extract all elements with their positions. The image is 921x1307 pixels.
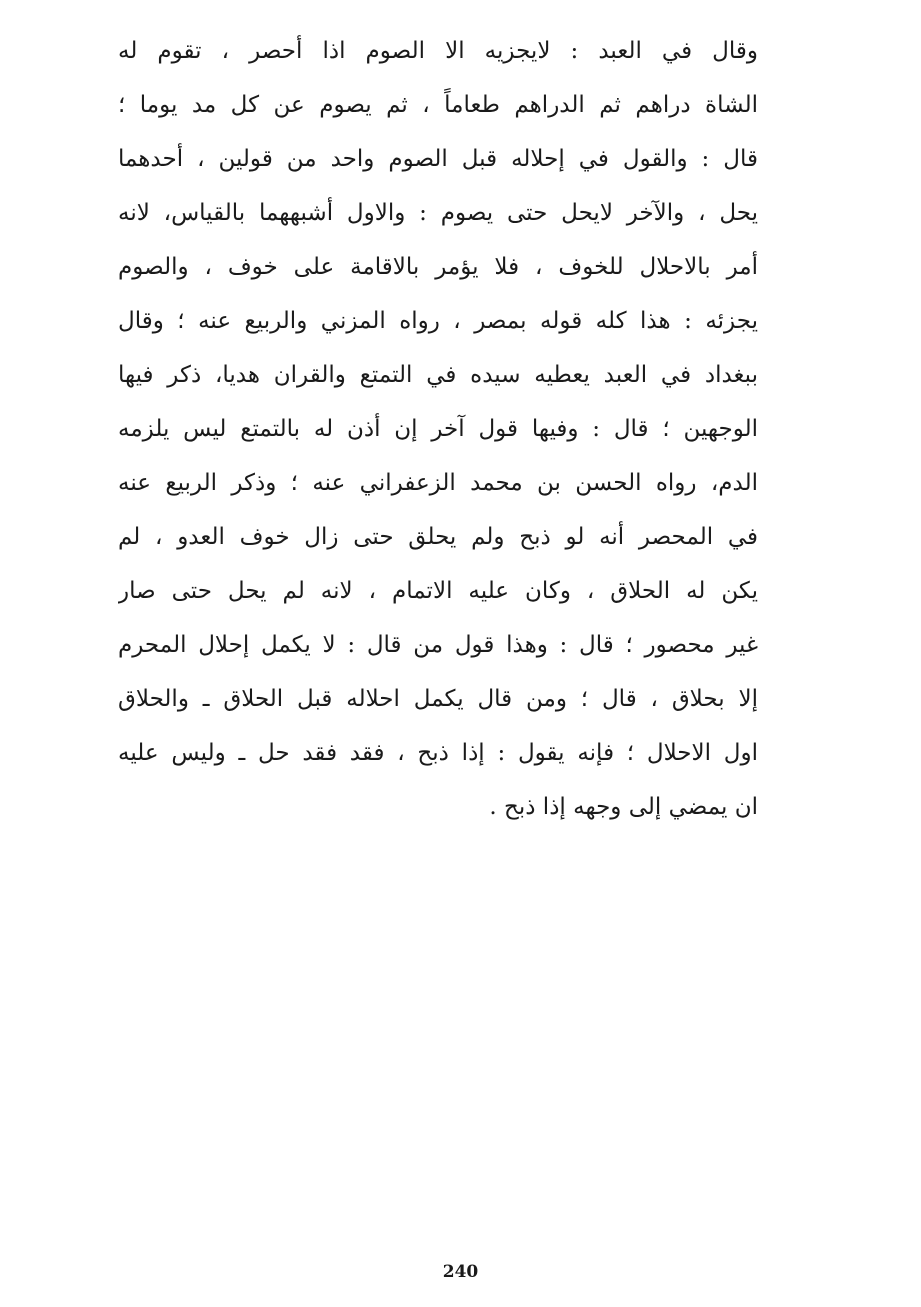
text-line: الشاة دراهم ثم الدراهم طعاماً ، ثم يصوم عن كل مد يوما ؛ — [118, 92, 758, 118]
body-text — [118, 24, 758, 834]
text-line: الوجهين ؛ قال : وفيها قول آخر إن أذن له بالتمتع ليس يلزمه — [118, 416, 758, 442]
text-line: يجزئه : هذا كله قوله بمصر ، رواه المزني والربيع عنه ؛ وقال — [118, 308, 758, 334]
text-line: الدم، رواه الحسن بن محمد الزعفراني عنه ؛ وذكر الربيع عنه — [118, 470, 758, 496]
text-line: إلا بحلاق ، قال ؛ ومن قال يكمل احلاله قبل الحلاق ـ والحلاق — [118, 686, 758, 712]
text-line: يحل ، والآخر لايحل حتى يصوم : والاول أشبههما بالقياس، لانه — [118, 200, 758, 226]
text-line: قال : والقول في إحلاله قبل الصوم واحد من قولين ، أحدهما — [118, 146, 758, 172]
text-line: ببغداد في العبد يعطيه سيده في التمتع والقران هديا، ذكر فيها — [118, 362, 758, 388]
text-line: اول الاحلال ؛ فإنه يقول : إذا ذبح ، فقد فقد حل ـ وليس عليه — [118, 740, 758, 766]
text-line: في المحصر أنه لو ذبح ولم يحلق حتى زال خوف العدو ، لم — [118, 524, 758, 550]
text-line: وقال في العبد : لايجزيه الا الصوم اذا أحصر ، تقوم له — [118, 38, 758, 64]
text-line: يكن له الحلاق ، وكان عليه الاتمام ، لانه لم يحل حتى صار — [118, 578, 758, 604]
text-line: غير محصور ؛ قال : وهذا قول من قال : لا يكمل إحلال المحرم — [118, 632, 758, 658]
text-line-last: ان يمضي إلى وجهه إذا ذبح . — [489, 794, 758, 820]
page-number: 240 — [442, 1262, 479, 1282]
text-line: أمر بالاحلال للخوف ، فلا يؤمر بالاقامة على خوف ، والصوم — [118, 254, 758, 280]
